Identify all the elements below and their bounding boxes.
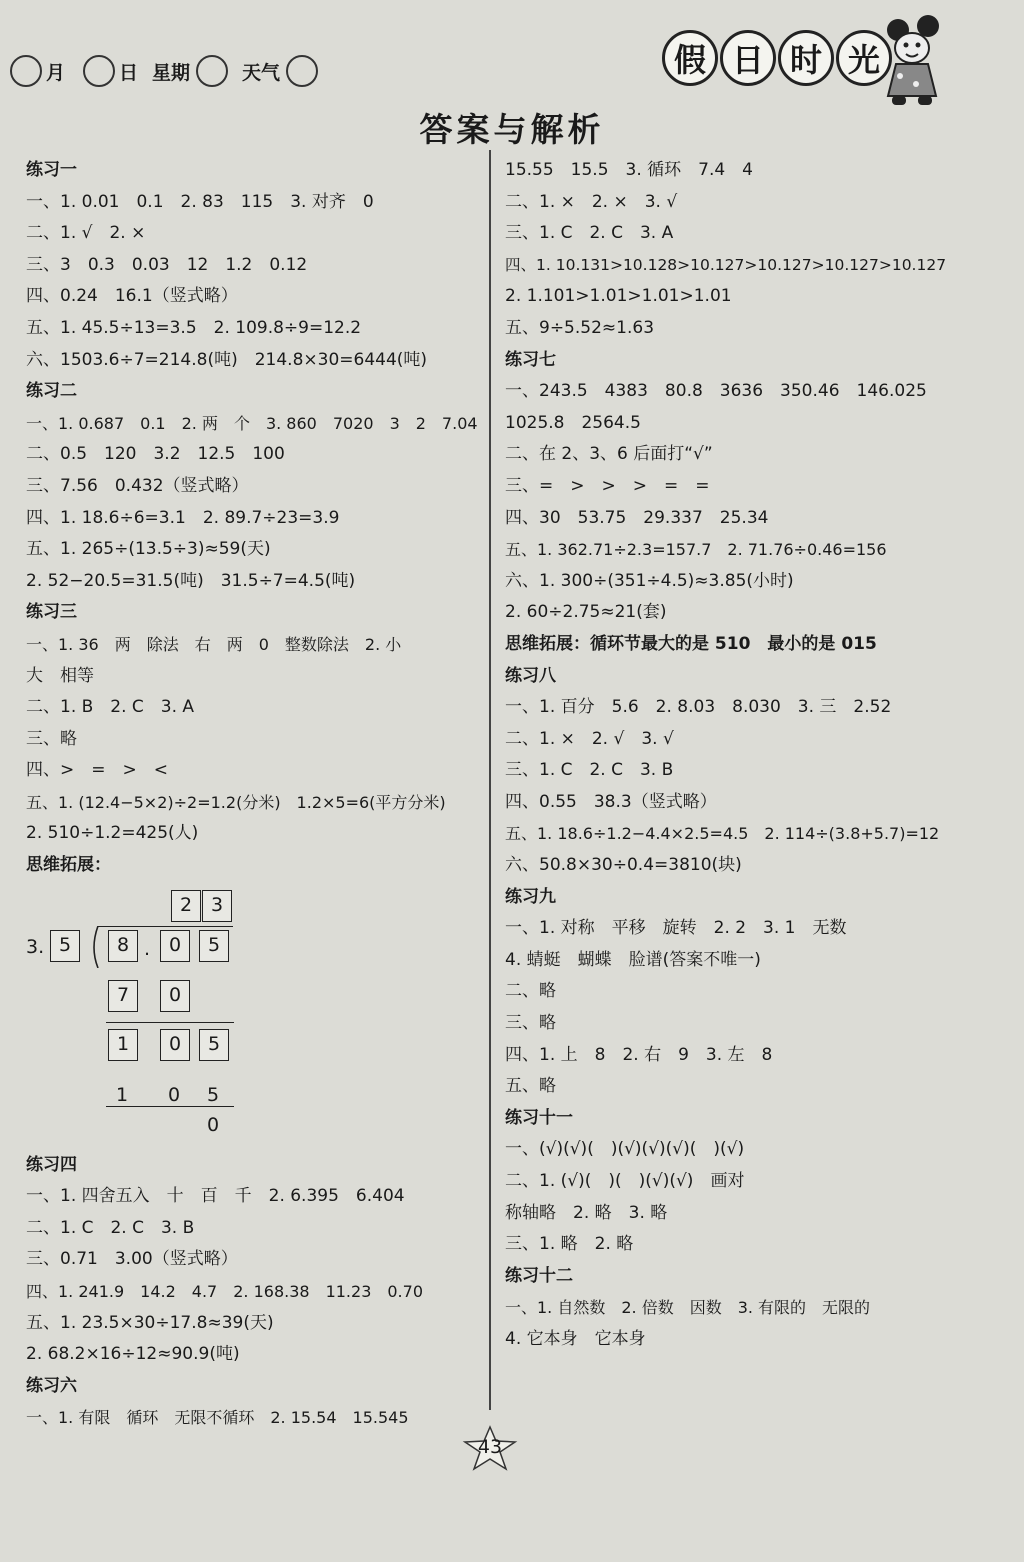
brand-char: 日 bbox=[720, 30, 776, 86]
answer-line: 六、1503.6÷7=214.8(吨) 214.8×30=6444(吨) bbox=[26, 349, 428, 370]
answer-line: 五、略 bbox=[505, 1076, 556, 1097]
answer-line: 三、3 0.3 0.03 12 1.2 0.12 bbox=[26, 254, 308, 275]
section-heading: 练习二 bbox=[26, 381, 77, 402]
product-digit: 0 bbox=[160, 980, 190, 1012]
answer-line: 二、1. √ 2. × bbox=[26, 223, 146, 244]
answer-line: 2. 60÷2.75≈21(套) bbox=[505, 602, 667, 623]
answer-line: 四、1. 上 8 2. 右 9 3. 左 8 bbox=[505, 1044, 773, 1065]
subtract-line bbox=[106, 1022, 234, 1024]
decimal-point: . bbox=[144, 937, 151, 960]
month-label: 月 bbox=[46, 61, 66, 84]
section-heading: 练习七 bbox=[505, 349, 556, 370]
mascot-icon bbox=[870, 12, 950, 112]
answer-line: 二、0.5 120 3.2 12.5 100 bbox=[26, 444, 285, 465]
column-divider bbox=[489, 150, 491, 1410]
quotient-digit: 2 bbox=[171, 890, 201, 922]
answer-line: 一、243.5 4383 80.8 3636 350.46 146.025 bbox=[505, 381, 927, 402]
page-number-text: 43 bbox=[477, 1436, 503, 1458]
page-number bbox=[462, 1425, 518, 1471]
section-heading: 练习六 bbox=[26, 1375, 77, 1396]
answer-line: 二、1. C 2. C 3. B bbox=[26, 1217, 195, 1238]
answer-line: 四、30 53.75 29.337 25.34 bbox=[505, 507, 769, 528]
answer-line: 三、略 bbox=[505, 1013, 556, 1034]
answer-line: 三、0.71 3.00（竖式略） bbox=[26, 1249, 238, 1270]
remainder-digit: 5 bbox=[199, 1029, 229, 1061]
answer-line: 五、1. 23.5×30÷17.8≈39(天) bbox=[26, 1312, 274, 1333]
brand-char: 时 bbox=[778, 30, 834, 86]
answer-line: 一、1. 0.687 0.1 2. 两 个 3. 860 7020 3 2 7.04 bbox=[26, 413, 478, 433]
answer-line: 四、0.55 38.3（竖式略） bbox=[505, 791, 717, 812]
divisor-box: 5 bbox=[50, 930, 80, 962]
answer-line: 15.55 15.5 3. 循环 7.4 4 bbox=[505, 160, 753, 180]
answer-line: 2. 68.2×16÷12≈90.9(吨) bbox=[26, 1344, 240, 1365]
answer-line: 二、1. (√)( )( )(√)(√) 画对 bbox=[505, 1171, 745, 1191]
answer-line: 二、略 bbox=[505, 981, 556, 1002]
final-remainder: 0 bbox=[207, 1113, 220, 1136]
brand-char: 光 bbox=[836, 30, 892, 86]
section-heading: 练习三 bbox=[26, 602, 77, 623]
day-label: 日 bbox=[119, 61, 139, 84]
dividend-digit: 8 bbox=[108, 930, 138, 962]
answer-line: 四、1. 10.131>10.128>10.127>10.127>10.127>10.127 bbox=[505, 255, 947, 274]
left-column bbox=[26, 155, 476, 1434]
answer-line: 二、在 2、3、6 后面打“√” bbox=[505, 444, 713, 465]
answer-line: 2. 510÷1.2=425(人) bbox=[26, 823, 199, 844]
answer-line: 五、1. (12.4−5×2)÷2=1.2(分米) 1.2×5=6(平方分米) bbox=[26, 792, 446, 812]
month-circle bbox=[10, 55, 42, 87]
answer-line: 四、1. 241.9 14.2 4.7 2. 168.38 11.23 0.70 bbox=[26, 1282, 423, 1302]
section-heading: 练习四 bbox=[26, 1154, 77, 1175]
day-circle bbox=[83, 55, 115, 87]
answer-line: 1025.8 2564.5 bbox=[505, 412, 641, 433]
answer-line: 一、1. 四舍五入 十 百 千 2. 6.395 6.404 bbox=[26, 1186, 405, 1207]
weather-label: 天气 bbox=[242, 61, 281, 84]
answer-line: 五、1. 265÷(13.5÷3)≈59(天) bbox=[26, 539, 271, 560]
answer-line: 五、9÷5.52≈1.63 bbox=[505, 317, 655, 338]
answer-line: 一、1. 自然数 2. 倍数 因数 3. 有限的 无限的 bbox=[505, 1298, 871, 1318]
answer-line: 一、1. 有限 循环 无限不循环 2. 15.54 15.545 bbox=[26, 1408, 409, 1428]
answer-line: 三、略 bbox=[26, 728, 77, 749]
section-heading: 练习十一 bbox=[505, 1107, 573, 1128]
section-heading: 练习一 bbox=[26, 160, 77, 180]
answer-line: 2. 52−20.5=31.5(吨) 31.5÷7=4.5(吨) bbox=[26, 570, 356, 591]
answer-line: 二、1. × 2. × 3. √ bbox=[505, 191, 678, 212]
right-column bbox=[505, 155, 1005, 1356]
answer-line: 四、1. 18.6÷6=3.1 2. 89.7÷23=3.9 bbox=[26, 507, 340, 528]
answer-line: 四、> = > < bbox=[26, 760, 168, 781]
answer-line: 三、= > > > = = bbox=[505, 475, 710, 496]
answer-line: 三、7.56 0.432（竖式略） bbox=[26, 475, 249, 496]
answer-line: 二、1. B 2. C 3. A bbox=[26, 697, 195, 718]
weekday-circle bbox=[196, 55, 228, 87]
product-digit: 7 bbox=[108, 980, 138, 1012]
weekday-label: 星期 bbox=[152, 61, 191, 84]
division-bracket bbox=[88, 926, 102, 968]
answer-line: 一、1. 36 两 除法 右 两 0 整数除法 2. 小 bbox=[26, 634, 402, 654]
problem-number: 3. bbox=[26, 935, 45, 958]
division-bar bbox=[98, 926, 233, 928]
remainder-digit: 1 bbox=[108, 1029, 138, 1061]
long-division-diagram bbox=[26, 882, 326, 1142]
answer-line: 三、1. C 2. C 3. B bbox=[505, 760, 674, 781]
quotient-digit: 3 bbox=[202, 890, 232, 922]
answer-line: 六、1. 300÷(351÷4.5)≈3.85(小时) bbox=[505, 570, 794, 591]
dividend-digit: 5 bbox=[199, 930, 229, 962]
product-digit: 0 bbox=[168, 1083, 181, 1106]
answer-line: 三、1. C 2. C 3. A bbox=[505, 223, 674, 244]
answer-line: 一、1. 0.01 0.1 2. 83 115 3. 对齐 0 bbox=[26, 191, 374, 212]
answer-line: 称轴略 2. 略 3. 略 bbox=[505, 1202, 668, 1223]
answer-line: 一、1. 对称 平移 旋转 2. 2 3. 1 无数 bbox=[505, 918, 847, 939]
answer-line: 六、50.8×30÷0.4=3810(块) bbox=[505, 855, 742, 876]
brand-char: 假 bbox=[662, 30, 718, 86]
subtract-line bbox=[106, 1106, 234, 1108]
section-heading: 练习十二 bbox=[505, 1265, 573, 1286]
answer-line: 二、1. × 2. √ 3. √ bbox=[505, 728, 674, 749]
answer-line: 五、1. 18.6÷1.2−4.4×2.5=4.5 2. 114÷(3.8+5.7)=12 bbox=[505, 824, 940, 844]
section-heading: 练习九 bbox=[505, 886, 556, 907]
weather-circle bbox=[286, 55, 318, 87]
section-heading: 思维拓展： bbox=[26, 855, 111, 876]
answer-line: 4. 它本身 它本身 bbox=[505, 1328, 646, 1349]
thinking-extension: 思维拓展：循环节最大的是 510 最小的是 015 bbox=[505, 633, 877, 654]
answer-line: 五、1. 45.5÷13=3.5 2. 109.8÷9=12.2 bbox=[26, 317, 362, 338]
answer-line: 大 相等 bbox=[26, 665, 94, 686]
answer-line: 4. 蜻蜓 蝴蝶 脸谱(答案不唯一) bbox=[505, 949, 761, 970]
dividend-digit: 0 bbox=[160, 930, 190, 962]
answer-line: 一、(√)(√)( )(√)(√)(√)( )(√) bbox=[505, 1139, 745, 1160]
answer-line: 一、1. 百分 5.6 2. 8.03 8.030 3. 三 2.52 bbox=[505, 697, 892, 718]
product-digit: 5 bbox=[207, 1083, 220, 1106]
answer-line: 五、1. 362.71÷2.3=157.7 2. 71.76÷0.46=156 bbox=[505, 540, 887, 560]
brand-logo bbox=[662, 30, 894, 86]
answer-line: 四、0.24 16.1（竖式略） bbox=[26, 286, 238, 307]
page-title: 答案与解析 bbox=[419, 110, 605, 149]
answer-line: 2. 1.101>1.01>1.01>1.01 bbox=[505, 286, 732, 307]
remainder-digit: 0 bbox=[160, 1029, 190, 1061]
section-heading: 练习八 bbox=[505, 665, 556, 686]
date-weather-bar bbox=[6, 54, 322, 88]
answer-line: 三、1. 略 2. 略 bbox=[505, 1234, 634, 1255]
product-digit: 1 bbox=[116, 1083, 129, 1106]
